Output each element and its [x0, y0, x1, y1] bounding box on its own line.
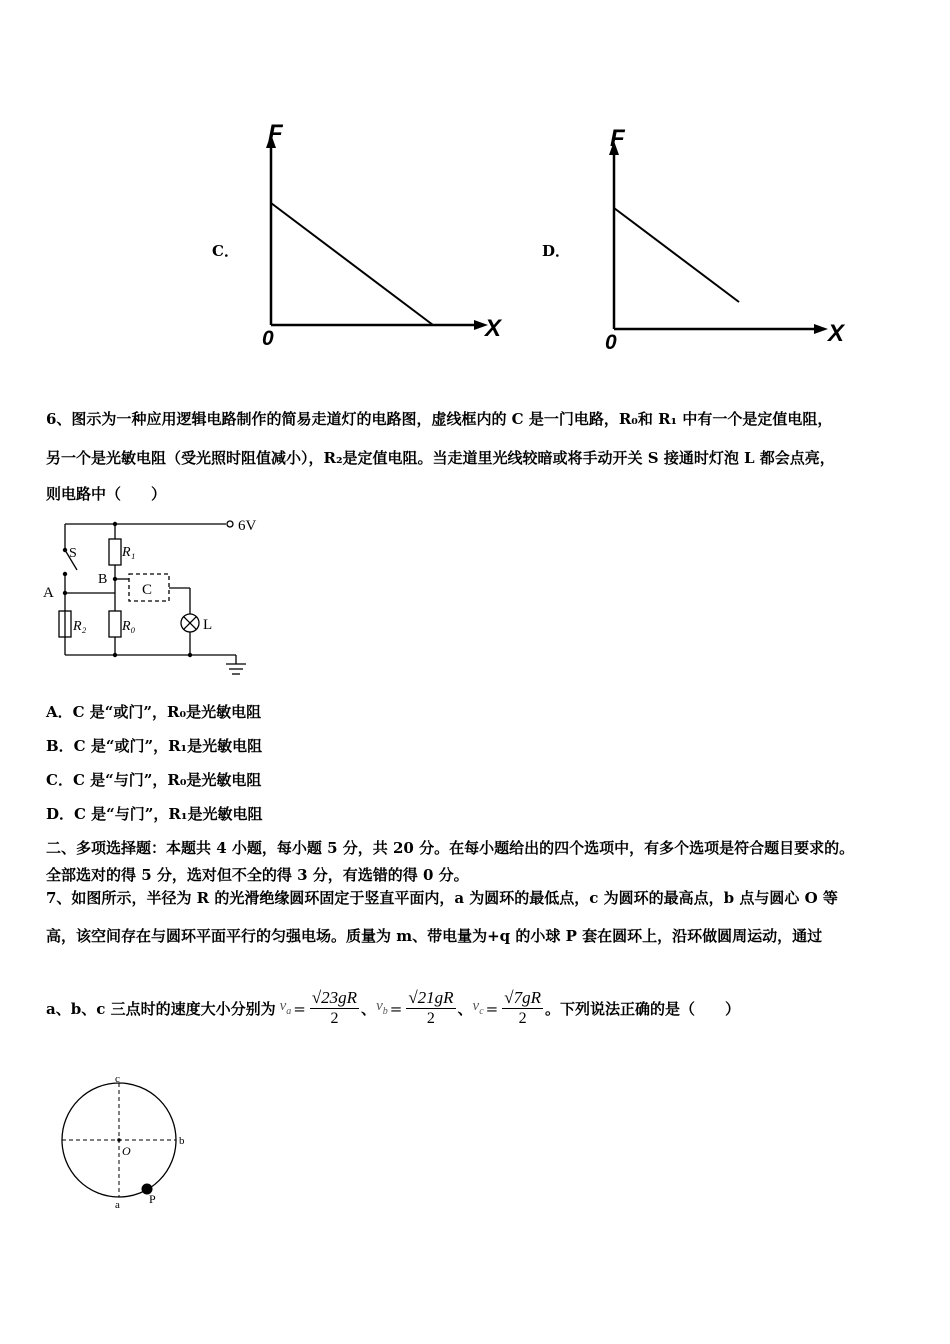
q7-line-2: 高，该空间存在与圆环平面平行的匀强电场。质量为 m、带电量为+q 的小球 P 套在圆环上，沿环做圆周运动，通过 — [46, 927, 823, 945]
graph-line — [614, 208, 739, 302]
vc-symbol: $v_c$ — [472, 997, 484, 1017]
r2-label: R₂ — [73, 619, 87, 634]
graph-c-x-label: X — [485, 315, 502, 342]
resistor-r0 — [109, 611, 121, 637]
q6-option-d: D．C 是“与门”，R₁是光敏电阻 — [46, 805, 263, 823]
q7-line-3-end: 。下列说法正确的是（ ） — [544, 999, 740, 1018]
section2-line-2: 全部选对的得 5 分，选对但不全的得 3 分，有选错的得 0 分。 — [46, 866, 469, 884]
q6-line-3: 则电路中（ ） — [46, 485, 167, 503]
vb-symbol: $v_b$ — [376, 997, 388, 1017]
point-c-label: c — [115, 1073, 120, 1085]
q6-line-2: 另一个是光敏电阻（受光照时阻值减小），R₂是定值电阻。当走道里光线较暗或将手动开关 S 接通时灯泡 L 都会点亮， — [46, 449, 835, 467]
graph-d — [595, 125, 865, 365]
graph-d-x-label: X — [828, 320, 845, 347]
option-c-label: C． — [212, 242, 239, 260]
graph-c-origin: 0 — [262, 327, 274, 350]
r1-label: R₁ — [122, 545, 136, 560]
switch-label: S — [69, 546, 77, 561]
graph-d-y-label: F — [610, 125, 625, 152]
q7-line-3-start: a、b、c 三点时的速度大小分别为 — [46, 999, 276, 1018]
graph-line — [271, 203, 433, 325]
separator-1: 、 — [361, 999, 377, 1018]
point-b-label: b — [179, 1135, 185, 1147]
gate-c-label: C — [142, 582, 153, 598]
voltage-label: 6V — [238, 518, 257, 534]
q6-line-1: 6、图示为一种应用逻辑电路制作的简易走道灯的电路图，虚线框内的 C 是一门电路，R₀和 R₁ 中有一个是定值电阻， — [46, 410, 833, 428]
center-o-label: O — [122, 1144, 131, 1158]
va-symbol: $v_a$ — [279, 997, 292, 1017]
vb-fraction: $\frac{√21gR}{2}$ — [408, 988, 454, 1027]
graph-c — [250, 120, 520, 360]
r0-label: R₀ — [122, 619, 136, 634]
section2-line-1: 二、多项选择题：本题共 4 小题，每小题 5 分，共 20 分。在每小题给出的四个选项中，有多个选项是符合题目要求的。 — [46, 839, 855, 857]
option-d-label: D． — [542, 242, 571, 260]
point-a-label: a — [115, 1199, 120, 1211]
ring-diagram — [50, 1070, 200, 1215]
graph-c-y-label: F — [268, 120, 283, 147]
lamp-label: L — [203, 617, 213, 633]
node-b-label: B — [98, 572, 108, 587]
q6-option-b: B．C 是“或门”，R₁是光敏电阻 — [46, 737, 263, 755]
va-fraction: $\frac{√23gR}{2}$ — [311, 988, 358, 1027]
resistor-r1 — [109, 539, 121, 565]
ball-p-label: P — [149, 1192, 156, 1206]
vc-fraction: $\frac{√7gR}{2}$ — [504, 988, 541, 1027]
q7-line-1: 7、如图所示，半径为 R 的光滑绝缘圆环固定于竖直平面内，a 为圆环的最低点，c 为圆环的最高点，b 点与圆心 O 等 — [46, 889, 838, 907]
q6-option-a: A．C 是“或门”，R₀是光敏电阻 — [46, 703, 262, 721]
x-axis-arrow — [814, 324, 828, 334]
node-a-label: A — [43, 585, 54, 601]
circuit-diagram — [40, 512, 280, 682]
separator-2: 、 — [457, 999, 473, 1018]
q6-option-c: C．C 是“与门”，R₀是光敏电阻 — [46, 771, 262, 789]
q7-line-3: a、b、c 三点时的速度大小分别为 $v_a$ = $\frac{√23gR}{2}$ 、 $v_b$ = $\frac{√21gR}{2}$ 、 $v_c$ = $\frac{√7gR}{2}$ 。下列说法正确的是（ ） — [46, 988, 740, 1027]
graph-d-origin: 0 — [605, 331, 617, 354]
